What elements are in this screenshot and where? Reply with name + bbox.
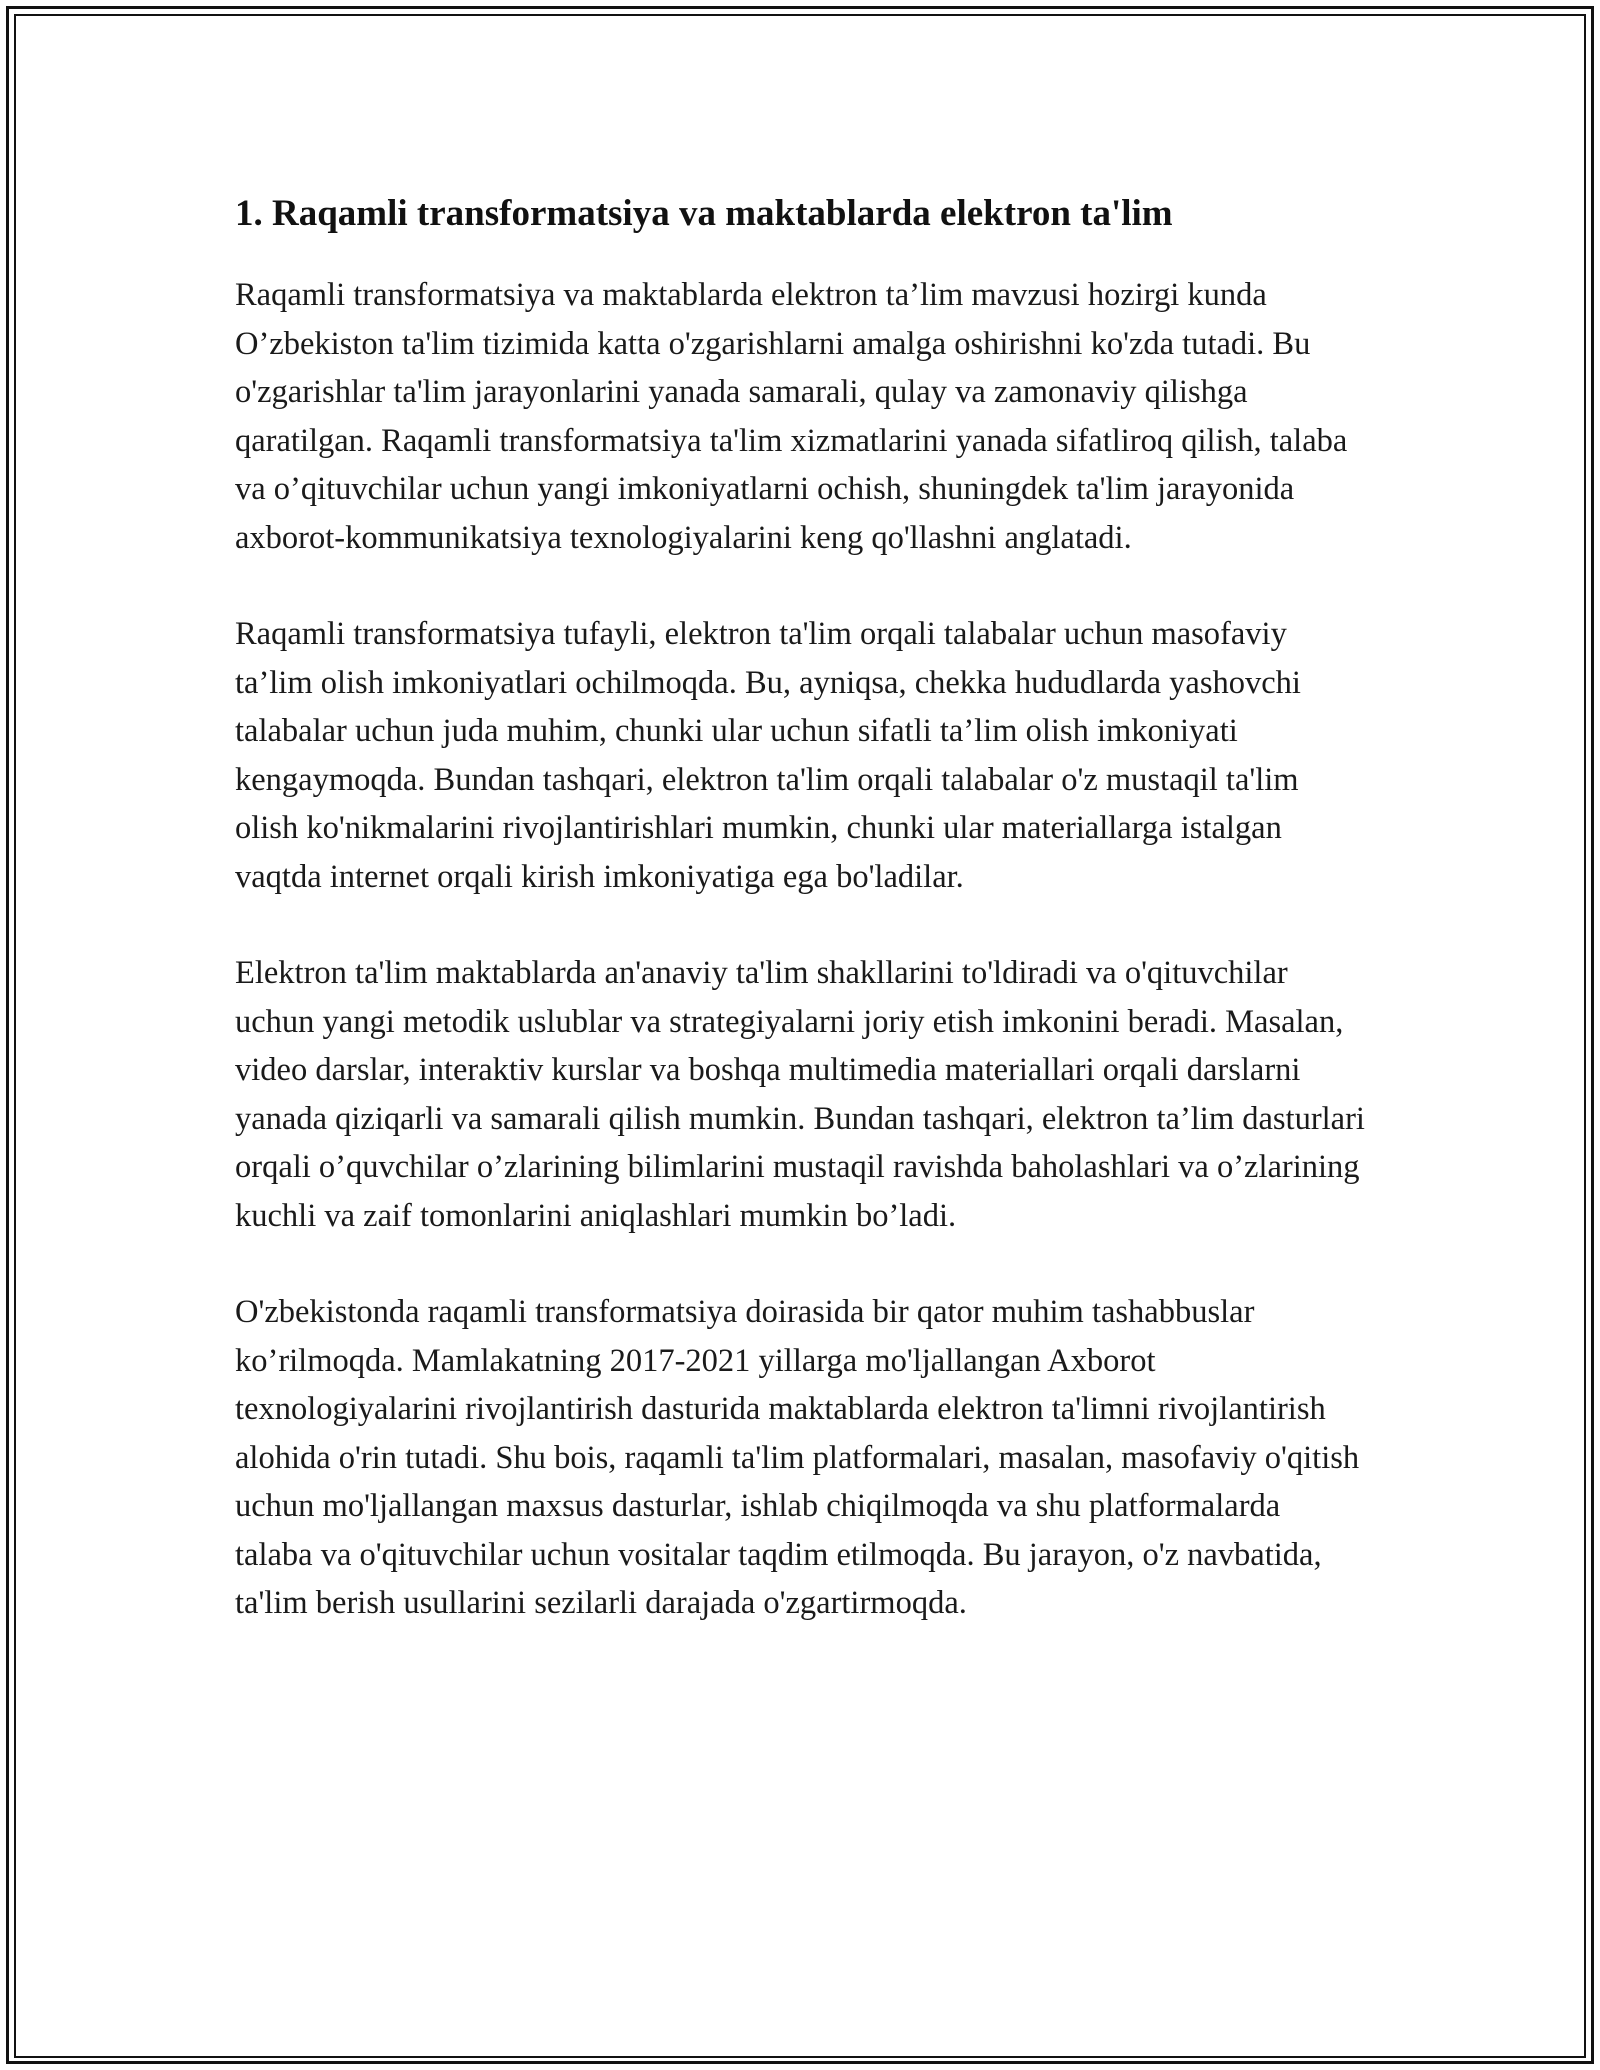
paragraph-3: Elektron ta'lim maktablarda an'anaviy ta'lim shakllarini to'ldiradi va o'qituvchilar uchun yangi metodik uslublar va strategiyalarni joriy etish imkonini beradi. Masalan, video darslar, interaktiv kurslar va boshqa multimedia materiallari orqali darslarni yanada qiziqarli va samarali qilish mumkin. Bundan tashqari, elektron ta’lim dasturlari orqali o’quvchilar o’zlarining bilimlarini mustaqil ravishda baholashlari va o’zlarining kuchli va zaif tomonlarini aniqlashlari mumkin bo’ladi. — [235, 955, 1365, 1234]
document-body — [235, 185, 1365, 1676]
section-heading: 1. Raqamli transformatsiya va maktablarda elektron ta'lim — [235, 193, 1173, 234]
paragraph-1: Raqamli transformatsiya va maktablarda elektron ta’lim mavzusi hozirgi kunda O’zbekiston ta'lim tizimida katta o'zgarishlarni amalga oshirishni ko'zda tutadi. Bu o'zgarishlar ta'lim jarayonlarini yanada samarali, qulay va zamonaviy qilishga qaratilgan. Raqamli transformatsiya ta'lim xizmatlarini yanada sifatliroq qilish, talaba va o’qituvchilar uchun yangi imkoniyatlarni ochish, shuningdek ta'lim jarayonida axborot-kommunikatsiya texnologiyalarini keng qo'llashni anglatadi. — [235, 277, 1348, 556]
paragraph-4: O'zbekistonda raqamli transformatsiya doirasida bir qator muhim tashabbuslar ko’rilmoqda. Mamlakatning 2017-2021 yillarga mo'ljallangan Axborot texnologiyalarini rivojlantirish dasturida maktablarda elektron ta'limni rivojlantirish alohida o'rin tutadi. Shu bois, raqamli ta'lim platformalari, masalan, masofaviy o'qitish uchun mo'ljallangan maxsus dasturlar, ishlab chiqilmoqda va shu platformalarda talaba va o'qituvchilar uchun vositalar taqdim etilmoqda. Bu jarayon, o'z navbatida, ta'lim berish usullarini sezilarli darajada o'zgartirmoqda. — [235, 1294, 1360, 1621]
paragraph-2: Raqamli transformatsiya tufayli, elektron ta'lim orqali talabalar uchun masofaviy ta’lim olish imkoniyatlari ochilmoqda. Bu, ayniqsa, chekka hududlarda yashovchi talabalar uchun juda muhim, chunki ular uchun sifatli ta’lim olish imkoniyati kengaymoqda. Bundan tashqari, elektron ta'lim orqali talabalar o'z mustaqil ta'lim olish ko'nikmalarini rivojlantirishlari mumkin, chunki ular materiallarga istalgan vaqtda internet orqali kirish imkoniyatiga ega bo'ladilar. — [235, 616, 1301, 895]
